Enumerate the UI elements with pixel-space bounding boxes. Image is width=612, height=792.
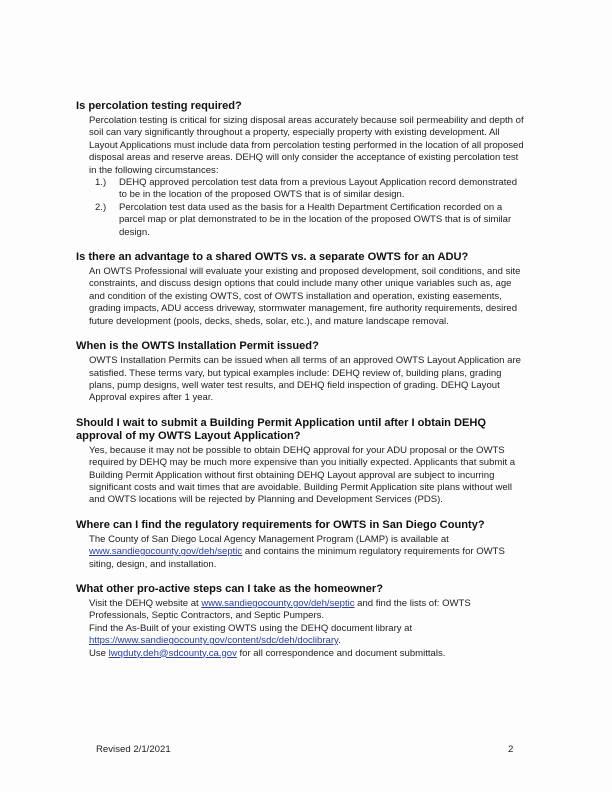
list-text: DEHQ approved percolation test data from a previous Layout Application record demonstrated to be in the location of the proposed OWTS that is of similar design. [119, 177, 518, 201]
section-text: An OWTS Professional will evaluate your existing and proposed development, soil conditions, and site constraints, and discuss design options that could include many other unique variables such as, age and condition of the existing OWTS, cost of OWTS installation and operation, existing easements, grading impacts, ADU access driveway, stormwater management, fire authority requirements, desired future development (pools, decks, sheds, solar, etc.), and mature landscape removal. [89, 266, 521, 327]
faq-section-installation-permit [76, 340, 524, 405]
doc-library-link[interactable]: https://www.sandiegocounty.gov/content/sdc/deh/doclibrary [89, 635, 339, 647]
list-text: Percolation test data used as the basis for a Health Department Certification recorded on a parcel map or plat demonstrated to be in the location of the proposed OWTS that is of similar design. [119, 201, 512, 238]
text-fragment: The County of San Diego Local Agency Management Program (LAMP) is available at [89, 533, 449, 545]
section-heading: Where can I find the regulatory requirements for OWTS in San Diego County? [76, 518, 485, 531]
text-fragment: and contains the minimum regulatory requirements for OWTS siting, design, and installation. [89, 546, 505, 570]
section-text: OWTS Installation Permits can be issued when all terms of an approved OWTS Layout Application are satisfied. These terms vary, but typical examples include: DEHQ review of, building plans, grading plans, pump designs, well water test results, and DEHQ field inspection of grading. DEHQ Layout Approval expires after 1 year. [89, 355, 521, 404]
text-fragment: for all correspondence and document submittals. [236, 647, 446, 659]
section-body [89, 598, 524, 660]
section-text [89, 623, 524, 648]
faq-section-proactive-steps [76, 583, 524, 660]
revision-date: Revised 2/1/2021 [96, 744, 171, 755]
faq-section-regulatory [76, 519, 524, 571]
section-heading: What other pro-active steps can I take as the homeowner? [76, 582, 384, 595]
section-body [89, 115, 524, 239]
faq-section-shared-owts [76, 251, 524, 328]
section-heading: Is there an advantage to a shared OWTS vs. a separate OWTS for an ADU? [76, 251, 469, 264]
list-number: 1.) [95, 177, 107, 189]
section-intro: Percolation testing is critical for sizing disposal areas accurately because soil permeability and depth of soil can vary significantly throughout a property, especially property with existing development. All Layout Applications must include data from percolation testing performed in the location of all proposed disposal areas and reserve areas. DEHQ will only consider the acceptance of existing percolation test in the following circumstances: [89, 115, 524, 176]
section-text: Yes, because it may not be possible to obtain DEHQ approval for your ADU proposal or the OWTS required by DEHQ may be much more expensive than you initially expected. Applicants that submit a Building Permit Application without first obtaining DEHQ Layout approval are subject to incurring significant costs and wait times that are avoidable. Building Permit Application site plans without well and OWTS locations will be rejected by Planning and Development Services (PDS). [89, 444, 516, 506]
faq-content [76, 100, 524, 672]
text-fragment: Use [89, 647, 109, 659]
text-fragment: and find the lists of: OWTS Professionals, Septic Contractors, and Septic Pumpers. [89, 597, 471, 622]
text-fragment: Visit the DEHQ website at [89, 597, 202, 609]
list-number: 2.) [95, 201, 107, 213]
page-number: 2 [508, 744, 514, 755]
list-item [89, 202, 524, 239]
text-fragment: . [338, 635, 341, 647]
section-text [89, 534, 524, 571]
section-heading: Should I wait to submit a Building Permit Application until after I obtain DEHQ approval of my OWTS Layout Application? [76, 416, 487, 442]
email-link[interactable]: lwqduty.deh@sdcounty.ca.gov [108, 647, 237, 659]
faq-section-percolation [76, 100, 524, 239]
section-body [89, 266, 524, 328]
section-heading: When is the OWTS Installation Permit issued? [76, 340, 319, 353]
section-heading: Is percolation testing required? [76, 100, 242, 112]
section-text [89, 598, 524, 623]
section-body [89, 534, 524, 571]
list-item [89, 177, 524, 202]
section-text [89, 648, 524, 660]
section-body [89, 355, 524, 405]
text-fragment: Find the As-Built of your existing OWTS using the DEHQ document library at [89, 622, 413, 634]
septic-website-link[interactable]: www.sandiegocounty.gov/deh/septic [89, 546, 243, 558]
section-body [89, 445, 524, 507]
faq-section-building-permit [76, 417, 524, 507]
dehq-website-link[interactable]: www.sandiegocounty.gov/deh/septic [201, 597, 355, 609]
circumstances-list [89, 177, 524, 239]
